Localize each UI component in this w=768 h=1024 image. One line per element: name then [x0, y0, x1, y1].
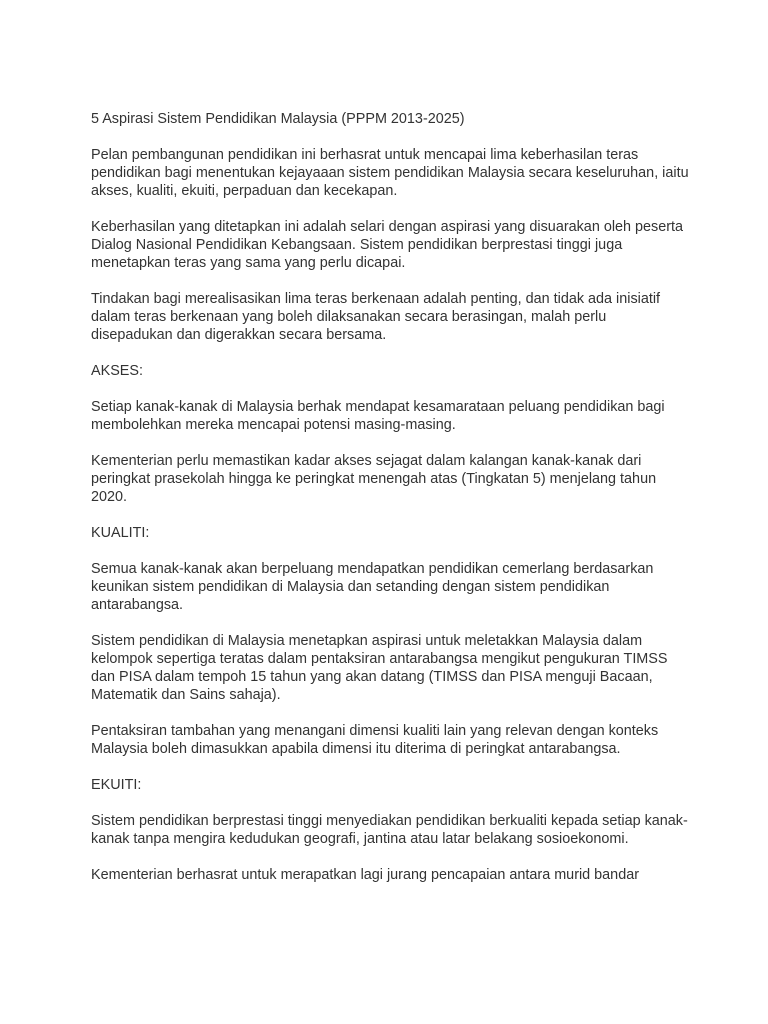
paragraph-ekuiti-2: Kementerian berhasrat untuk merapatkan lagi jurang pencapaian antara murid bandar [91, 867, 639, 883]
paragraph-akses-1: Setiap kanak-kanak di Malaysia berhak mendapat kesamarataan peluang pendidikan bagi membolehkan mereka mencapai potensi masing-masing. [91, 399, 665, 433]
paragraph-kualiti-3: Pentaksiran tambahan yang menangani dimensi kualiti lain yang relevan dengan konteks Malaysia boleh dimasukkan apabila dimensi itu diterima di peringkat antarabangsa. [91, 723, 659, 757]
paragraph-ekuiti-1: Sistem pendidikan berprestasi tinggi menyediakan pendidikan berkualiti kepada setiap kanak-kanak tanpa mengira kedudukan geografi, jantina atau latar belakang sosioekonomi. [91, 813, 688, 847]
paragraph-akses-2: Kementerian perlu memastikan kadar akses sejagat dalam kalangan kanak-kanak dari peringkat prasekolah hingga ke peringkat menengah atas (Tingkatan 5) menjelang tahun 2020. [91, 453, 657, 505]
heading-akses: AKSES: [91, 363, 143, 379]
paragraph-action: Tindakan bagi merealisasikan lima teras berkenaan adalah penting, dan tidak ada inisiatif dalam teras berkenaan yang boleh dilaksanakan secara berasingan, malah perlu disepadukan dan digerakkan secara bersama. [91, 291, 661, 343]
heading-ekuiti: EKUITI: [91, 777, 142, 793]
paragraph-aspiration: Keberhasilan yang ditetapkan ini adalah selari dengan aspirasi yang disuarakan oleh peserta Dialog Nasional Pendidikan Kebangsaan. Sistem pendidikan berprestasi tinggi juga menetapkan teras yang sama yang perlu dicapai. [91, 219, 684, 271]
paragraph-kualiti-2: Sistem pendidikan di Malaysia menetapkan aspirasi untuk meletakkan Malaysia dalam kelompok sepertiga teratas dalam pentaksiran antarabangsa mengikut pengukuran TIMSS dan PISA dalam tempoh 15 tahun yang akan datang (TIMSS dan PISA menguji Bacaan, Matematik dan Sains sahaja). [91, 633, 668, 703]
paragraph-kualiti-1: Semua kanak-kanak akan berpeluang mendapatkan pendidikan cemerlang berdasarkan keunikan sistem pendidikan di Malaysia dan setanding dengan sistem pendidikan antarabangsa. [91, 561, 654, 613]
document-body [91, 110, 691, 902]
paragraph-intro: Pelan pembangunan pendidikan ini berhasrat untuk mencapai lima keberhasilan teras pendidikan bagi menentukan kejayaaan sistem pendidikan Malaysia secara keseluruhan, iaitu akses, kualiti, ekuiti, perpaduan dan kecekapan. [91, 147, 689, 199]
heading-kualiti: KUALITI: [91, 525, 150, 541]
document-title: 5 Aspirasi Sistem Pendidikan Malaysia (PPPM 2013-2025) [91, 111, 465, 127]
